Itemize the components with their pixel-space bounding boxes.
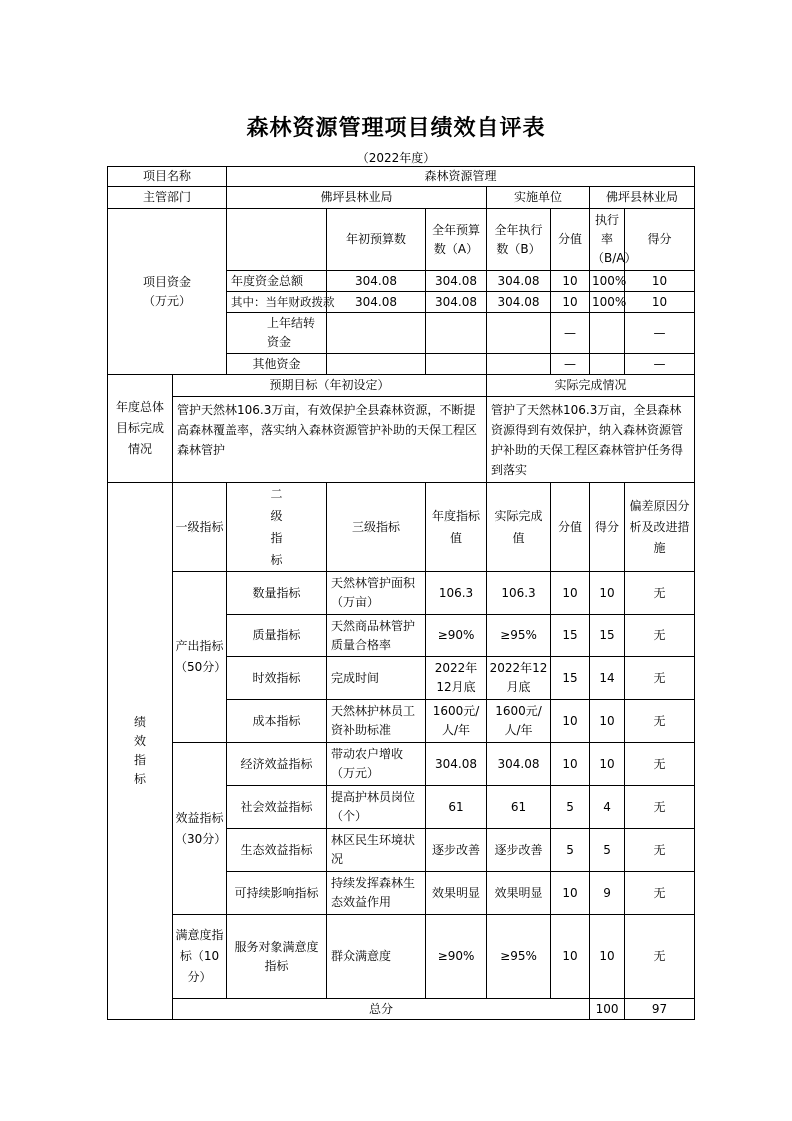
fund-row-annual: 304.08 bbox=[426, 271, 487, 292]
fund-header-annual-budget: 全年预算数（A） bbox=[426, 209, 487, 271]
perf-level3: 群众满意度 bbox=[327, 915, 426, 999]
perf-level2: 服务对象满意度指标 bbox=[227, 915, 327, 999]
perf-header-actual: 实际完成值 bbox=[487, 483, 551, 572]
fund-row-score: 10 bbox=[551, 292, 590, 313]
fund-header-points: 得分 bbox=[625, 209, 695, 271]
perf-score: 10 bbox=[551, 915, 590, 999]
impl-unit-value: 佛坪县林业局 bbox=[590, 187, 695, 209]
fund-header-score: 分值 bbox=[551, 209, 590, 271]
perf-header-level3: 三级指标 bbox=[327, 483, 426, 572]
perf-points: 10 bbox=[590, 743, 625, 786]
fund-header-initial-budget: 年初预算数 bbox=[327, 209, 426, 271]
perf-level3: 天然商品林管护质量合格率 bbox=[327, 615, 426, 657]
perf-points: 10 bbox=[590, 915, 625, 999]
perf-deviation: 无 bbox=[625, 872, 695, 915]
total-label: 总分 bbox=[173, 999, 590, 1020]
perf-target: 逐步改善 bbox=[426, 829, 487, 872]
perf-target: ≥90% bbox=[426, 615, 487, 657]
perf-deviation: 无 bbox=[625, 700, 695, 743]
perf-level3: 提高护林员岗位（个） bbox=[327, 786, 426, 829]
fund-row-points: — bbox=[625, 354, 695, 375]
perf-level3: 天然林护林员工资补助标准 bbox=[327, 700, 426, 743]
perf-deviation: 无 bbox=[625, 829, 695, 872]
perf-points: 10 bbox=[590, 572, 625, 615]
perf-score: 5 bbox=[551, 786, 590, 829]
perf-points: 15 bbox=[590, 615, 625, 657]
dept-value: 佛坪县林业局 bbox=[227, 187, 487, 209]
fund-row-rate bbox=[590, 354, 625, 375]
document-title: 森林资源管理项目绩效自评表 bbox=[246, 115, 546, 141]
fund-header-blank bbox=[227, 209, 327, 271]
perf-level3: 持续发挥森林生态效益作用 bbox=[327, 872, 426, 915]
perf-level2: 数量指标 bbox=[227, 572, 327, 615]
project-name-label: 项目名称 bbox=[108, 167, 227, 187]
perf-score: 15 bbox=[551, 615, 590, 657]
perf-level2: 时效指标 bbox=[227, 657, 327, 700]
document-year: （2022年度） bbox=[356, 151, 436, 165]
perf-label-char: 指 bbox=[133, 753, 146, 767]
fund-row-initial: 304.08 bbox=[327, 292, 426, 313]
perf-points: 10 bbox=[590, 700, 625, 743]
fund-row-score: — bbox=[551, 313, 590, 354]
perf-deviation: 无 bbox=[625, 572, 695, 615]
fund-row-initial bbox=[327, 354, 426, 375]
fund-row-points: — bbox=[625, 313, 695, 354]
perf-level2: 经济效益指标 bbox=[227, 743, 327, 786]
goal-expected-text: 管护天然林106.3万亩，有效保护全县森林资源，不断提高森林覆盖率，落实纳入森林资源管护补助的天保工程区森林管护 bbox=[173, 397, 487, 483]
fund-row-exec: 304.08 bbox=[487, 271, 551, 292]
perf-actual: 效果明显 bbox=[487, 872, 551, 915]
perf-header-level1: 一级指标 bbox=[173, 483, 227, 572]
perf-actual: 逐步改善 bbox=[487, 829, 551, 872]
perf-deviation: 无 bbox=[625, 786, 695, 829]
fund-row-rate bbox=[590, 313, 625, 354]
total-score: 100 bbox=[590, 999, 625, 1020]
perf-header-deviation: 偏差原因分析及改进措施 bbox=[625, 483, 695, 572]
goal-actual-header: 实际完成情况 bbox=[487, 375, 695, 397]
perf-actual: 106.3 bbox=[487, 572, 551, 615]
perf-level2: 可持续影响指标 bbox=[227, 872, 327, 915]
goal-expected-header: 预期目标（年初设定） bbox=[173, 375, 487, 397]
fund-header-exec-rate: 执行率（B/A） bbox=[590, 209, 625, 271]
perf-level2: 社会效益指标 bbox=[227, 786, 327, 829]
perf-actual: 1600元/人/年 bbox=[487, 700, 551, 743]
fund-row-name: 上年结转资金 bbox=[227, 313, 327, 354]
perf-header-target: 年度指标值 bbox=[426, 483, 487, 572]
perf-header-score: 分值 bbox=[551, 483, 590, 572]
goal-label: 年度总体目标完成情况 bbox=[108, 375, 173, 483]
perf-deviation: 无 bbox=[625, 915, 695, 999]
project-name-value: 森林资源管理 bbox=[227, 167, 695, 187]
perf-label-char: 标 bbox=[133, 772, 146, 786]
perf-label-char: 绩 bbox=[133, 715, 146, 729]
fund-row-score: — bbox=[551, 354, 590, 375]
fund-row-rate: 100% bbox=[590, 271, 625, 292]
perf-level3: 天然林管护面积（万亩） bbox=[327, 572, 426, 615]
perf-target: 2022年12月底 bbox=[426, 657, 487, 700]
perf-actual: ≥95% bbox=[487, 915, 551, 999]
perf-label bbox=[108, 483, 173, 1020]
perf-label-char: 效 bbox=[133, 734, 146, 748]
fund-row-annual bbox=[426, 354, 487, 375]
perf-group-name: 效益指标（30分） bbox=[173, 743, 227, 915]
perf-group-name: 产出指标（50分） bbox=[173, 572, 227, 743]
evaluation-table bbox=[107, 166, 695, 1020]
perf-score: 10 bbox=[551, 743, 590, 786]
perf-group-name: 满意度指标（10分） bbox=[173, 915, 227, 999]
fund-row-name: 其中：当年财政拨款 bbox=[227, 292, 327, 313]
goal-actual-text: 管护了天然林106.3万亩，全县森林资源得到有效保护，纳入森林资源管护补助的天保工程区森林管护任务得到落实 bbox=[487, 397, 695, 483]
perf-points: 14 bbox=[590, 657, 625, 700]
dept-label: 主管部门 bbox=[108, 187, 227, 209]
fund-row-exec bbox=[487, 313, 551, 354]
perf-deviation: 无 bbox=[625, 615, 695, 657]
perf-target: 效果明显 bbox=[426, 872, 487, 915]
fund-row-exec: 304.08 bbox=[487, 292, 551, 313]
fund-row-exec bbox=[487, 354, 551, 375]
perf-level2: 生态效益指标 bbox=[227, 829, 327, 872]
fund-row-points: 10 bbox=[625, 292, 695, 313]
perf-target: 61 bbox=[426, 786, 487, 829]
fund-row-name: 年度资金总额 bbox=[227, 271, 327, 292]
perf-score: 10 bbox=[551, 572, 590, 615]
fund-row-points: 10 bbox=[625, 271, 695, 292]
fund-row-annual bbox=[426, 313, 487, 354]
fund-row-score: 10 bbox=[551, 271, 590, 292]
fund-label-line2: （万元） bbox=[143, 293, 192, 308]
perf-deviation: 无 bbox=[625, 743, 695, 786]
perf-header-points: 得分 bbox=[590, 483, 625, 572]
fund-row-rate: 100% bbox=[590, 292, 625, 313]
fund-label-line1: 项目资金 bbox=[143, 274, 192, 289]
fund-row-initial: 304.08 bbox=[327, 271, 426, 292]
perf-points: 4 bbox=[590, 786, 625, 829]
perf-header-level2: 二级指标 bbox=[227, 483, 327, 572]
perf-target: 304.08 bbox=[426, 743, 487, 786]
perf-level3: 完成时间 bbox=[327, 657, 426, 700]
fund-header-annual-exec: 全年执行数（B） bbox=[487, 209, 551, 271]
perf-score: 10 bbox=[551, 872, 590, 915]
perf-target: ≥90% bbox=[426, 915, 487, 999]
fund-label bbox=[108, 209, 227, 375]
perf-points: 5 bbox=[590, 829, 625, 872]
fund-row-annual: 304.08 bbox=[426, 292, 487, 313]
perf-level2: 成本指标 bbox=[227, 700, 327, 743]
perf-level2: 质量指标 bbox=[227, 615, 327, 657]
perf-actual: 2022年12月底 bbox=[487, 657, 551, 700]
perf-actual: ≥95% bbox=[487, 615, 551, 657]
perf-level3: 林区民生环境状况 bbox=[327, 829, 426, 872]
perf-level3: 带动农户增收（万元） bbox=[327, 743, 426, 786]
perf-points: 9 bbox=[590, 872, 625, 915]
fund-row-initial bbox=[327, 313, 426, 354]
impl-unit-label: 实施单位 bbox=[487, 187, 590, 209]
perf-score: 10 bbox=[551, 700, 590, 743]
perf-score: 15 bbox=[551, 657, 590, 700]
total-points: 97 bbox=[625, 999, 695, 1020]
perf-deviation: 无 bbox=[625, 657, 695, 700]
perf-score: 5 bbox=[551, 829, 590, 872]
perf-actual: 304.08 bbox=[487, 743, 551, 786]
perf-target: 106.3 bbox=[426, 572, 487, 615]
fund-row-name: 其他资金 bbox=[227, 354, 327, 375]
perf-actual: 61 bbox=[487, 786, 551, 829]
perf-target: 1600元/人/年 bbox=[426, 700, 487, 743]
